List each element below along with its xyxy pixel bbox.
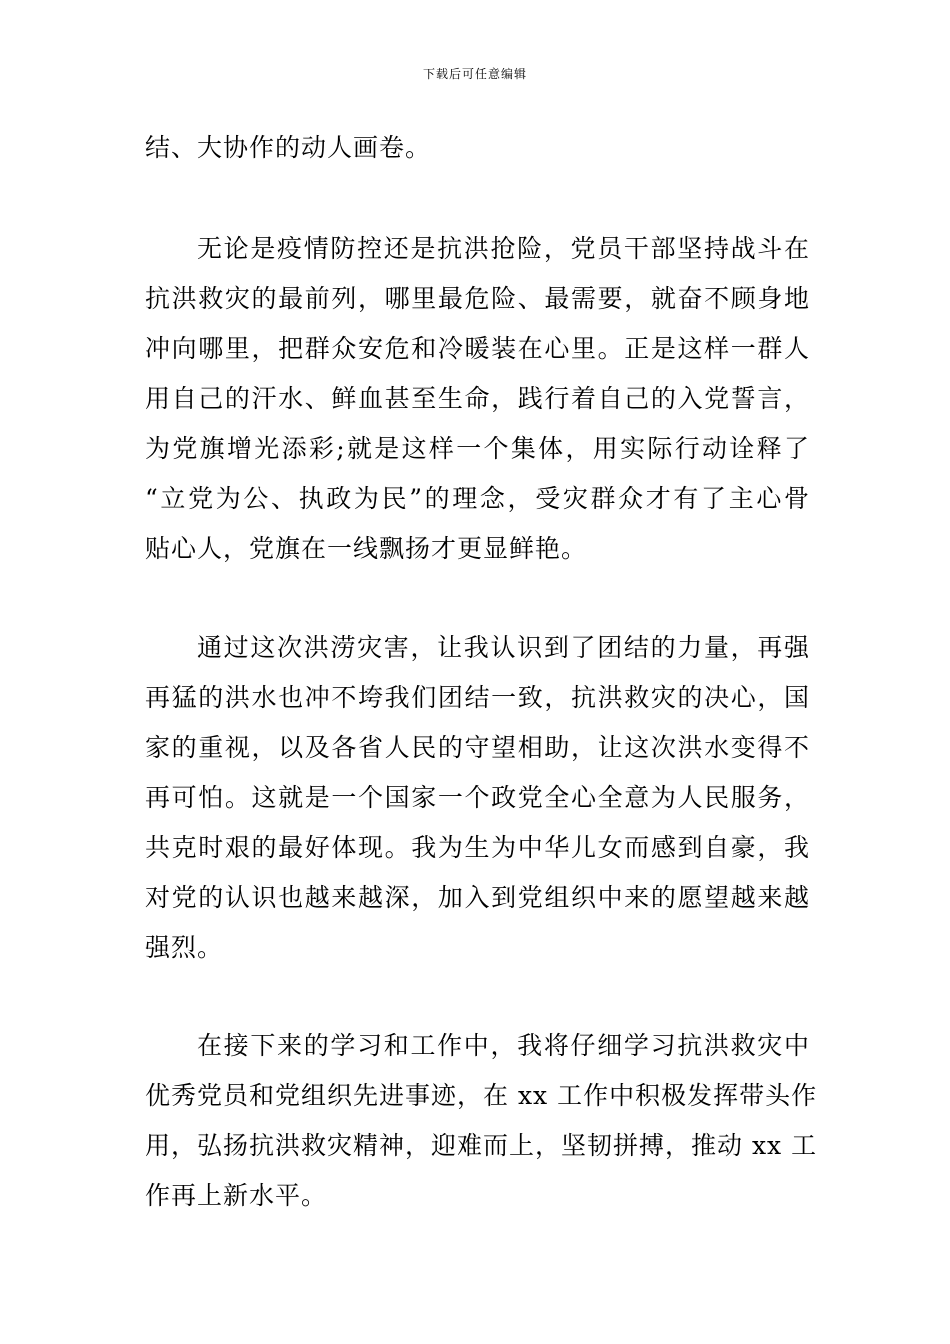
text-line: 为党旗增光添彩;就是这样一个集体，用实际行动诠释了 <box>145 434 810 463</box>
text-line: 无论是疫情防控还是抗洪抢险，党员干部坚持战斗在 <box>197 234 810 263</box>
text-line: 再猛的洪水也冲不垮我们团结一致，抗洪救灾的决心，国 <box>145 683 810 712</box>
text-line: 家的重视，以及各省人民的守望相助，让这次洪水变得不 <box>145 733 810 762</box>
text-line: 优秀党员和党组织先进事迹，在 xx 工作中积极发挥带头作 <box>145 1081 818 1110</box>
text-line: 作再上新水平。 <box>145 1181 328 1210</box>
text-line: 在接下来的学习和工作中，我将仔细学习抗洪救灾中 <box>197 1031 810 1060</box>
page-header-note: 下载后可任意编辑 <box>422 67 527 81</box>
text-line: 强烈。 <box>145 933 224 962</box>
text-line: 对党的认识也越来越深，加入到党组织中来的愿望越来越 <box>145 883 810 912</box>
text-line: “立党为公、执政为民”的理念，受灾群众才有了主心骨 <box>145 484 810 513</box>
text-line: 贴心人，党旗在一线飘扬才更显鲜艳。 <box>145 534 588 563</box>
text-line: 抗洪救灾的最前列，哪里最危险、最需要，就奋不顾身地 <box>145 284 810 313</box>
text-line: 用自己的汗水、鲜血甚至生命，践行着自己的入党誓言， <box>145 384 810 413</box>
text-line: 再可怕。这就是一个国家一个政党全心全意为人民服务， <box>145 783 810 812</box>
text-line: 结、大协作的动人画卷。 <box>145 133 432 162</box>
text-line: 共克时艰的最好体现。我为生为中华儿女而感到自豪，我 <box>145 833 810 862</box>
text-line: 用，弘扬抗洪救灾精神，迎难而上，坚韧拼搏，推动 xx 工 <box>145 1131 818 1160</box>
text-line: 冲向哪里，把群众安危和冷暖装在心里。正是这样一群人 <box>145 334 810 363</box>
text-line: 通过这次洪涝灾害，让我认识到了团结的力量，再强 <box>197 633 810 662</box>
